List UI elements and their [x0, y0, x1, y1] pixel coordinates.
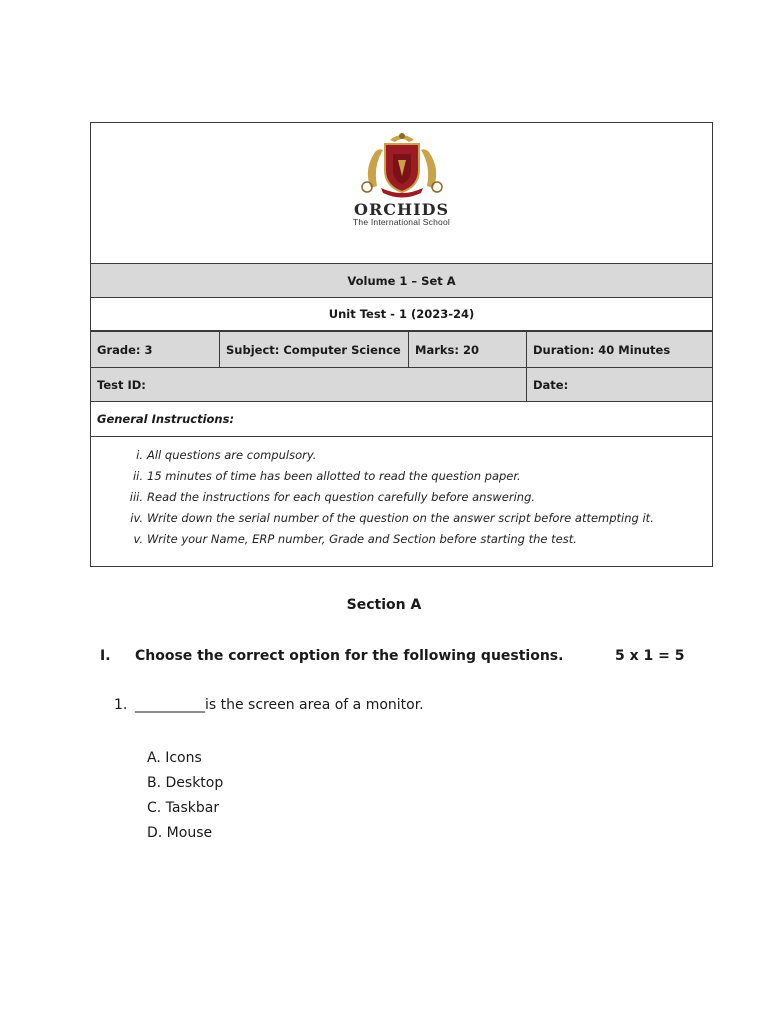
- exam-header-table: [90, 122, 713, 567]
- logo-cell: [91, 123, 712, 264]
- subject-cell: Subject: Computer Science: [220, 332, 409, 367]
- instruction-text: All questions are compulsory.: [147, 448, 317, 462]
- option-a: A. Icons: [147, 750, 202, 766]
- volume-label: Volume 1 – Set A: [347, 273, 456, 288]
- instruction-text: Read the instructions for each question carefully before answering.: [147, 490, 536, 504]
- general-instructions-heading: General Instructions:: [97, 412, 235, 426]
- question-number: 1.: [114, 697, 128, 713]
- instruction-number: ii.: [132, 469, 143, 483]
- instruction-text: 15 minutes of time has been allotted to read the question paper.: [147, 469, 521, 483]
- question-group-text: Choose the correct option for the following questions.: [135, 648, 564, 664]
- question-1-options: [147, 746, 223, 846]
- question-group-marks: 5 x 1 = 5: [615, 648, 685, 664]
- date-cell: Date:: [533, 377, 569, 392]
- instruction-text: Write down the serial number of the question on the answer script before attempting it.: [147, 511, 654, 525]
- duration-cell: Duration: 40 Minutes: [533, 342, 671, 357]
- instruction-item: [91, 529, 712, 550]
- instruction-item: [91, 487, 712, 508]
- option-c: C. Taskbar: [147, 800, 220, 816]
- unit-test-row: [91, 298, 712, 332]
- section-title: Section A: [346, 597, 422, 613]
- instruction-number: i.: [136, 448, 143, 462]
- option-d: D. Mouse: [147, 825, 213, 841]
- volume-row: [91, 264, 712, 298]
- unit-test-label: Unit Test - 1 (2023-24): [328, 307, 475, 321]
- instruction-item: [91, 445, 712, 466]
- question-group-number: I.: [100, 648, 111, 664]
- instruction-text: Write your Name, ERP number, Grade and Section before starting the test.: [147, 532, 577, 546]
- test-id-cell: Test ID:: [91, 368, 527, 401]
- general-instructions-row: [91, 402, 712, 437]
- marks-cell: Marks: 20: [409, 332, 527, 367]
- grade-cell: Grade: 3: [91, 332, 220, 367]
- instruction-number: iv.: [130, 511, 143, 525]
- school-name: ORCHIDS: [354, 200, 449, 219]
- option-b: B. Desktop: [147, 775, 224, 791]
- instruction-item: [91, 466, 712, 487]
- question-group-heading: [100, 648, 700, 664]
- info-row: [91, 332, 712, 368]
- instruction-number: v.: [133, 532, 143, 546]
- instruction-number: iii.: [129, 490, 143, 504]
- instructions-list: [91, 437, 712, 566]
- school-crest-logo: [357, 130, 447, 200]
- instruction-item: [91, 508, 712, 529]
- question-text: __________is the screen area of a monitor.: [135, 697, 424, 713]
- question-1: [114, 697, 424, 713]
- test-id-row: [91, 368, 712, 402]
- school-tagline: The International School: [353, 217, 450, 227]
